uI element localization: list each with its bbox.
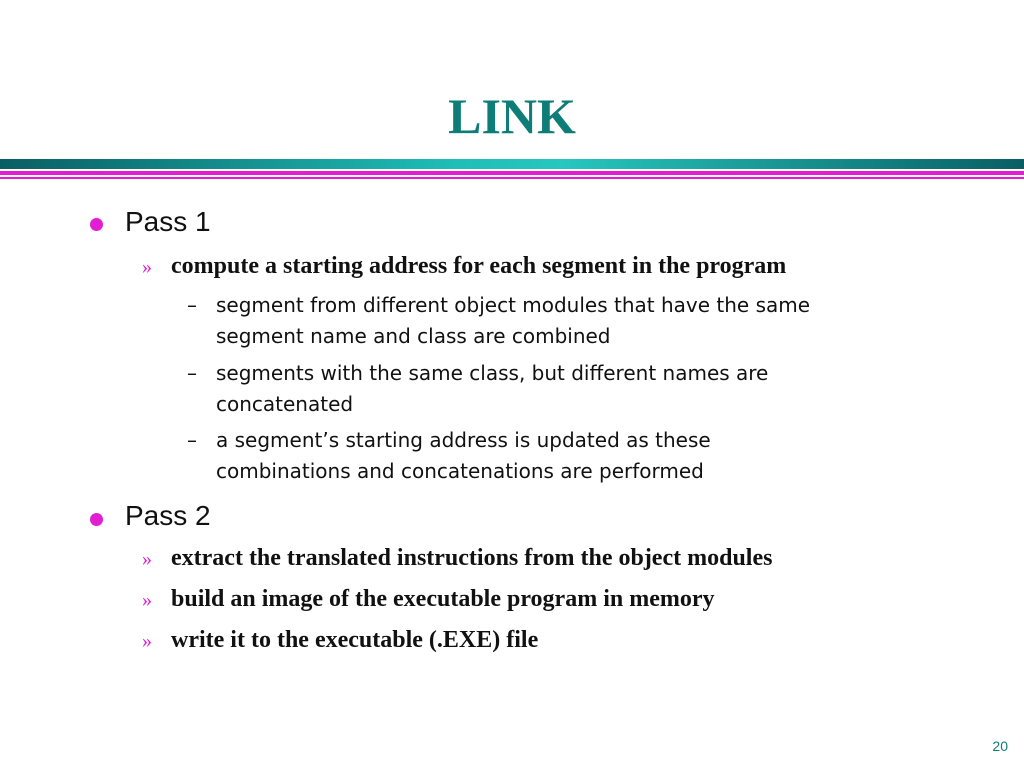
pass1-subitem-continued: concatenated bbox=[216, 392, 354, 416]
pass1-subitem: a segment’s starting address is updated as these bbox=[216, 428, 711, 452]
pass2-item: extract the translated instructions from the object modules bbox=[171, 545, 773, 571]
pass1-subitem: segment from different object modules that have the same bbox=[216, 293, 811, 317]
title-divider-magenta-thin bbox=[0, 177, 1024, 179]
pass1-item: compute a starting address for each segment in the program bbox=[171, 253, 787, 279]
chevron-bullet-icon: » bbox=[142, 256, 152, 278]
chevron-bullet-icon: » bbox=[142, 589, 152, 611]
pass1-heading: Pass 1 bbox=[125, 206, 211, 237]
dash-bullet-icon: – bbox=[187, 293, 197, 317]
pass2-item: write it to the executable (.EXE) file bbox=[171, 627, 539, 653]
pass1-subitem-continued: segment name and class are combined bbox=[216, 324, 611, 348]
bullet-dot-icon bbox=[90, 513, 103, 526]
pass1-subitem: segments with the same class, but different names are bbox=[216, 361, 769, 385]
dash-bullet-icon: – bbox=[187, 361, 197, 385]
page-number: 20 bbox=[992, 738, 1008, 754]
title-divider-magenta bbox=[0, 171, 1024, 175]
chevron-bullet-icon: » bbox=[142, 630, 152, 652]
pass1-subitem-continued: combinations and concatenations are performed bbox=[216, 459, 704, 483]
bullet-dot-icon bbox=[90, 218, 103, 231]
title-divider-teal bbox=[0, 159, 1024, 169]
pass2-heading: Pass 2 bbox=[125, 500, 211, 531]
slide-title: LINK bbox=[448, 88, 576, 144]
chevron-bullet-icon: » bbox=[142, 548, 152, 570]
pass2-item: build an image of the executable program in memory bbox=[171, 586, 715, 612]
dash-bullet-icon: – bbox=[187, 428, 197, 452]
